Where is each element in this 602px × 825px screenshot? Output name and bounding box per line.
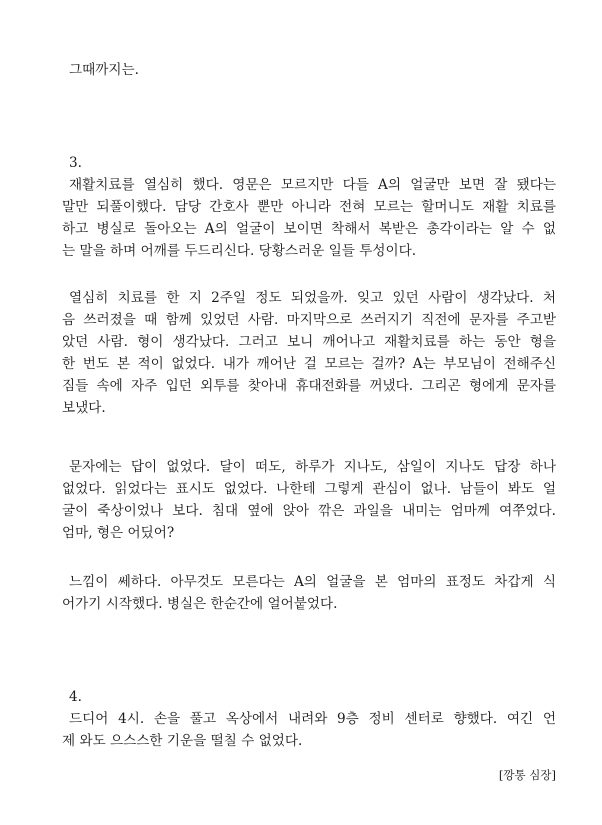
paragraph-line: 짐들 속에 자주 입던 외투를 찾아내 휴대전화를 꺼냈다. 그리곤 형에게 문자를 <box>62 378 556 394</box>
paragraph-line: 열심히 치료를 한 지 2주일 정도 되었을까. 잊고 있던 사람이 생각났다. 처 <box>69 290 556 306</box>
paragraph-line: 드디어 4시. 손을 풀고 옥상에서 내려와 9층 정비 센터로 향했다. 여긴 언 <box>69 711 556 727</box>
paragraph-line: 굴이 죽상이었나 보다. 침대 옆에 앉아 깎은 과일을 내미는 엄마께 여쭈었다. <box>62 503 556 519</box>
paragraph-line: 제 와도 으스스한 기운을 떨칠 수 없었다. <box>62 733 303 749</box>
paragraph-line: 없었다. 읽었다는 표시도 없었다. 나한테 그렇게 관심이 없나. 남들이 봐도 얼 <box>62 481 556 497</box>
paragraph-line: 엄마, 형은 어딨어? <box>62 525 175 541</box>
paragraph-line: 았던 사람. 형이 생각났다. 그러고 보니 깨어나고 재활치료를 하는 동안 형을 <box>62 334 556 350</box>
intro-line: 그때까지는. <box>69 62 139 78</box>
paragraph-line: 음 쓰러졌을 때 함께 있었던 사람. 마지막으로 쓰러지기 직전에 문자를 주고받 <box>62 312 556 328</box>
paragraph-line: 는 말을 하며 어깨를 두드리신다. 당황스러운 일들 투성이다. <box>62 243 417 259</box>
section-4-number: 4. <box>69 689 82 705</box>
section-3-number: 3. <box>69 155 82 171</box>
paragraph-line: 한 번도 본 적이 없었다. 내가 깨어난 걸 모르는 걸까? A는 부모님이 전해주신 <box>62 356 556 372</box>
paragraph-line: 느낌이 쎄하다. 아무것도 모른다는 A의 얼굴을 본 엄마의 표정도 차갑게 식 <box>69 574 556 590</box>
paragraph-line: 하고 병실로 돌아오는 A의 얼굴이 보이면 착해서 복받은 총각이라는 알 수 없 <box>62 221 556 237</box>
paragraph-line: 보냈다. <box>62 400 106 416</box>
paragraph-line: 재활치료를 열심히 했다. 영문은 모르지만 다들 A의 얼굴만 보면 잘 됐다는 <box>69 177 556 193</box>
paragraph-line: 어가기 시작했다. 병실은 한순간에 얼어붙었다. <box>62 596 338 612</box>
paragraph-line: 말만 되풀이했다. 담당 간호사 뿐만 아니라 전혀 모르는 할머니도 재활 치료를 <box>62 199 556 215</box>
paragraph-line: 문자에는 답이 없었다. 달이 떠도, 하루가 지나도, 삼일이 지나도 답장 하나 <box>69 459 556 475</box>
book-title-footer: [깡통 심장] <box>498 768 556 782</box>
